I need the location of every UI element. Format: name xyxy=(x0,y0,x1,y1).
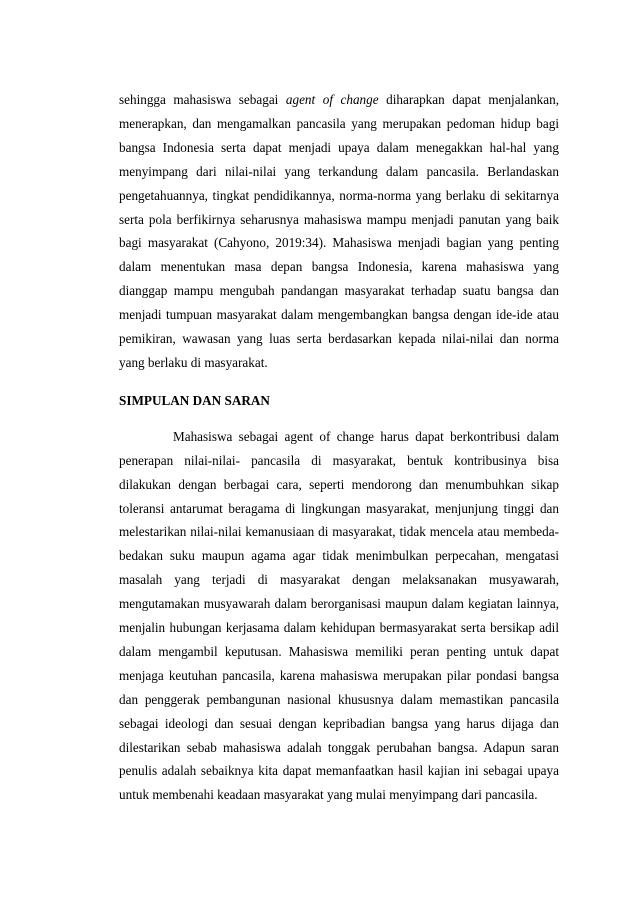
text-line: pengetahuannya, tingkat pendidikannya, norma-norma yang berlaku di sekitarnya xyxy=(119,187,559,203)
paragraph-conclusion xyxy=(119,425,559,808)
text-line: sebagai ideologi dan sesuai dengan kepribadian bangsa yang harus dijaga dan xyxy=(119,715,559,731)
document-page xyxy=(119,88,559,807)
text-line: dalam menentukan masa depan bangsa Indonesia, karena mahasiswa yang xyxy=(119,259,559,275)
text-run: diharapkan dapat menjalankan, xyxy=(378,92,559,107)
text-line: yang berlaku di masyarakat. xyxy=(119,354,268,370)
text-line: Mahasiswa sebagai agent of change harus dapat berkontribusi dalam xyxy=(173,428,559,444)
text-line: bangsa Indonesia serta dapat menjadi upaya dalam menegakkan hal-hal yang xyxy=(119,139,559,155)
text-line: penerapan nilai-nilai- pancasila di masyarakat, bentuk kontribusinya bisa xyxy=(119,452,559,468)
text-line xyxy=(119,88,559,112)
text-line: menjaga keutuhan pancasila, karena mahasiswa merupakan pilar pondasi bangsa xyxy=(119,667,559,683)
text-line: dan penggerak pembangunan nasional khususnya dalam memastikan pancasila xyxy=(119,691,559,707)
text-line: melestarikan nilai-nilai kemanusiaan di masyarakat, tidak mencela atau membeda- xyxy=(119,524,559,540)
text-line: bagi masyarakat (Cahyono, 2019:34). Mahasiswa menjadi bagian yang penting xyxy=(119,235,559,251)
text-line: masalah yang terjadi di masyarakat dengan melaksanakan musyawarah, xyxy=(119,572,559,588)
text-run: sehingga mahasiswa sebagai xyxy=(119,92,286,107)
text-line: menyimpang dari nilai-nilai yang terkandung dalam pancasila. Berlandaskan xyxy=(119,163,559,179)
text-line: bedakan suku maupun agama agar tidak menimbulkan perpecahan, mengatasi xyxy=(119,548,559,564)
text-line: penulis adalah sebaiknya kita dapat memanfaatkan hasil kajian ini sebagai upaya xyxy=(119,763,559,779)
text-line: serta pola berfikirnya seharusnya mahasiswa mampu menjadi panutan yang baik xyxy=(119,211,559,227)
text-line: dilakukan dengan berbagai cara, seperti mendorong dan menumbuhkan sikap xyxy=(119,476,559,492)
text-line: toleransi antarumat beragama di lingkungan masyarakat, menjunjung tinggi dan xyxy=(119,500,559,516)
text-line: menjadi tumpuan masyarakat dalam mengembangkan bangsa dengan ide-ide atau xyxy=(119,307,559,323)
text-line: menjalin hubungan kerjasama dalam kehidupan bermasyarakat serta bersikap adil xyxy=(119,620,559,636)
text-line: menerapkan, dan mengamalkan pancasila yang merupakan pedoman hidup bagi xyxy=(119,115,559,131)
section-heading: SIMPULAN DAN SARAN xyxy=(119,392,270,408)
paragraph-intro xyxy=(119,88,559,375)
text-line: dianggap mampu mengubah pandangan masyarakat terhadap suatu bangsa dan xyxy=(119,283,559,299)
text-line: pemikiran, wawasan yang luas serta berdasarkan kepada nilai-nilai dan norma xyxy=(119,331,559,347)
italic-term: agent of change xyxy=(285,92,379,107)
text-line: dalam mengambil keputusan. Mahasiswa memiliki peran penting untuk dapat xyxy=(119,643,559,659)
text-line: untuk membenahi keadaan masyarakat yang mulai menyimpang dari pancasila. xyxy=(119,787,538,803)
text-line: dilestarikan sebab mahasiswa adalah tonggak perubahan bangsa. Adapun saran xyxy=(119,739,559,755)
text-line: mengutamakan musyawarah dalam berorganisasi maupun dalam kegiatan lainnya, xyxy=(119,596,559,612)
